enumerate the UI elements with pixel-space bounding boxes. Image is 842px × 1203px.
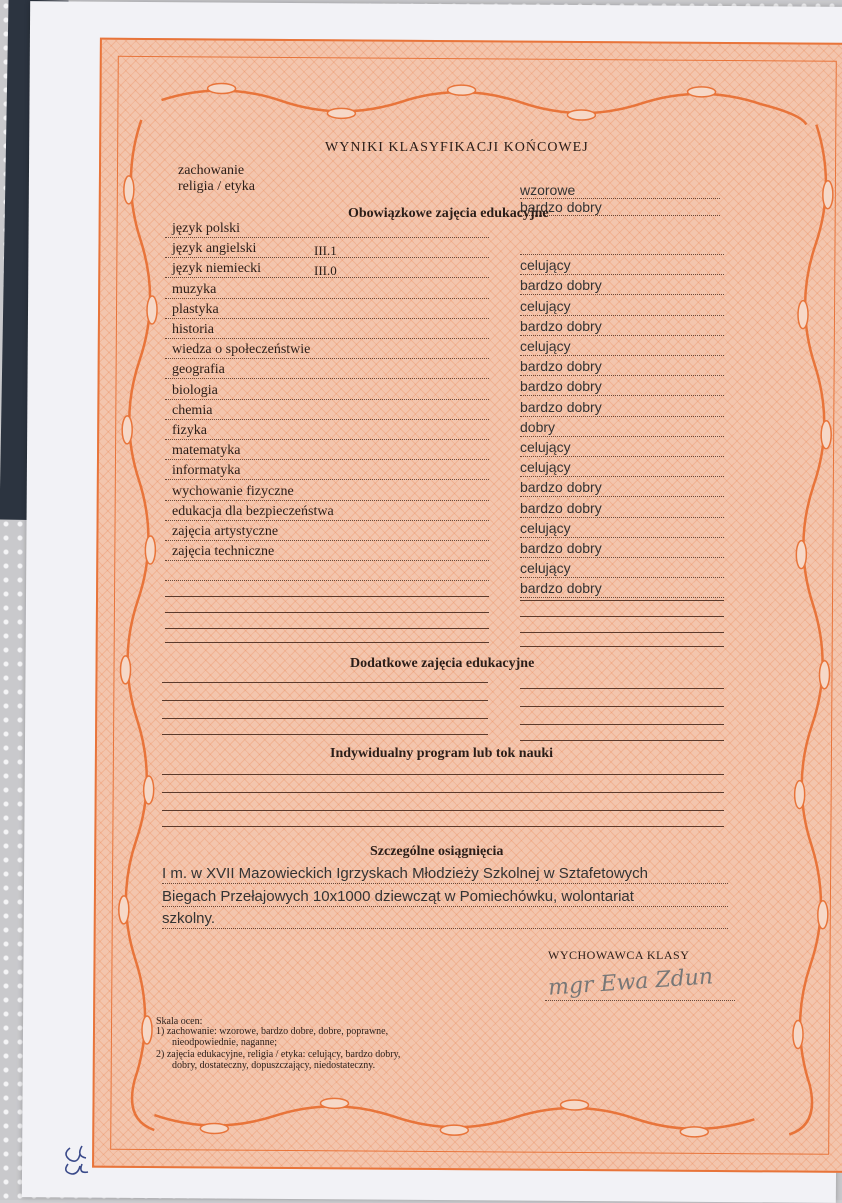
subject-grade: bardzo dobry — [520, 378, 602, 394]
section-individual-title: Indywidualny program lub tok nauki — [330, 746, 554, 761]
subject-grade: bardzo dobry — [520, 358, 602, 374]
subject-label: biologia — [172, 383, 218, 398]
subject-label: edukacja dla bezpieczeństwa — [172, 504, 334, 519]
scale-line-2b: dobry, dostateczny, dopuszczający, niedostateczny. — [172, 1060, 376, 1071]
subject-grade: celujący — [520, 520, 571, 536]
grade-zachowanie: wzorowe — [520, 182, 576, 198]
subject-grade: celujący — [520, 338, 571, 354]
teacher-signature: mgr Ewa Zdun — [547, 964, 714, 1001]
section-mandatory-title: Obowiązkowe zajęcia edukacyjne — [348, 206, 549, 221]
subject-label: informatyka — [172, 463, 241, 478]
label-zachowanie: zachowanie — [178, 163, 245, 178]
subject-level: III.0 — [314, 263, 337, 278]
subject-grade: dobry — [520, 419, 556, 435]
subject-grade: celujący — [520, 439, 571, 455]
subject-label: plastyka — [172, 302, 219, 317]
scale-line-1b: nieodpowiednie, naganne; — [172, 1037, 277, 1048]
subject-grade: bardzo dobry — [520, 479, 602, 495]
grade-religia: bardzo dobry — [520, 199, 602, 215]
subject-label: wychowanie fizyczne — [172, 484, 294, 499]
scale-line-2a: 2) zajęcia edukacyjne, religia / etyka: celujący, bardzo dobry, — [156, 1049, 401, 1060]
subject-label: chemia — [172, 403, 213, 418]
section-achievements-title: Szczególne osiągnięcia — [370, 844, 504, 859]
subject-grade: bardzo dobry — [520, 500, 602, 516]
section-additional-title: Dodatkowe zajęcia edukacyjne — [350, 656, 535, 671]
subject-grade: celujący — [520, 298, 571, 314]
subject-label: historia — [172, 322, 214, 337]
initials-mark — [60, 1138, 104, 1178]
subject-label: geografia — [172, 362, 225, 377]
subject-label: muzyka — [172, 282, 217, 297]
page-title: WYNIKI KLASYFIKACJI KOŃCOWEJ — [325, 140, 589, 155]
achievement-line-2: Biegach Przełajowych 10x1000 dziewcząt w Pomiechówku, wolontariat — [162, 888, 634, 905]
subject-label: język polski — [172, 221, 241, 236]
scale-line-1a: 1) zachowanie: wzorowe, bardzo dobre, dobre, poprawne, — [156, 1026, 389, 1037]
subject-label: zajęcia artystyczne — [172, 524, 279, 539]
subject-label: zajęcia techniczne — [172, 544, 275, 559]
achievement-line-3: szkolny. — [162, 910, 216, 927]
subject-grade: celujący — [520, 560, 571, 576]
label-religia: religia / etyka — [178, 179, 255, 194]
subject-grade: bardzo dobry — [520, 540, 602, 556]
subject-grade: bardzo dobry — [520, 399, 602, 415]
subject-label: fizyka — [172, 423, 207, 438]
achievement-line-1: I m. w XVII Mazowieckich Igrzyskach Młodzieży Szkolnej w Sztafetowych — [162, 865, 648, 882]
subject-label: matematyka — [172, 443, 241, 458]
subject-grade: bardzo dobry — [520, 318, 602, 334]
subject-label: język angielski — [172, 241, 257, 256]
subject-grade: celujący — [520, 459, 571, 475]
subject-grade: bardzo dobry — [520, 277, 602, 293]
subject-label: wiedza o społeczeństwie — [172, 342, 311, 357]
teacher-label: WYCHOWAWCA KLASY — [548, 948, 690, 962]
subject-level: III.1 — [314, 243, 337, 258]
subject-grade: bardzo dobry — [520, 580, 602, 596]
subject-label: język niemiecki — [172, 261, 262, 276]
subject-grade: celujący — [520, 257, 571, 273]
scale-title: Skala ocen: — [156, 1016, 203, 1027]
